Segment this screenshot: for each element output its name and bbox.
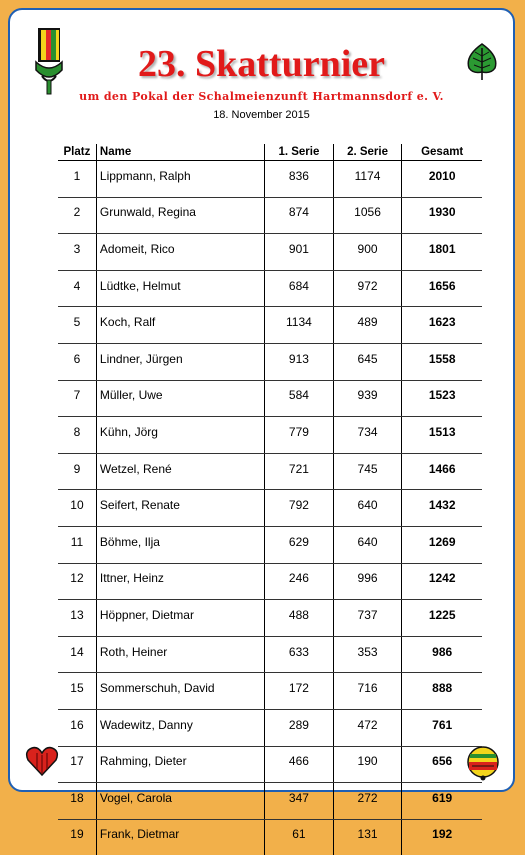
page-title: 23. Skatturnier — [10, 42, 513, 86]
cell-name: Rahming, Dieter — [96, 746, 264, 783]
cell-name: Ittner, Heinz — [96, 563, 264, 600]
column-header-serie-2: 2. Serie — [333, 144, 402, 161]
cell-gesamt: 619 — [402, 783, 482, 820]
cell-serie-2: 640 — [333, 490, 402, 527]
table-row — [58, 526, 482, 563]
event-date: 18. November 2015 — [10, 109, 513, 121]
column-header-gesamt: Gesamt — [402, 144, 482, 161]
column-header-serie-1: 1. Serie — [265, 144, 334, 161]
cell-serie-1: 629 — [265, 526, 334, 563]
cell-serie-2: 489 — [333, 307, 402, 344]
cell-serie-2: 996 — [333, 563, 402, 600]
cell-gesamt: 1242 — [402, 563, 482, 600]
cell-serie-1: 913 — [265, 343, 334, 380]
cell-platz: 5 — [58, 307, 96, 344]
cell-name: Kühn, Jörg — [96, 417, 264, 454]
cell-platz: 15 — [58, 673, 96, 710]
cell-platz: 12 — [58, 563, 96, 600]
cell-serie-1: 584 — [265, 380, 334, 417]
cell-gesamt: 1269 — [402, 526, 482, 563]
cell-gesamt: 1523 — [402, 380, 482, 417]
cell-name: Höppner, Dietmar — [96, 600, 264, 637]
cell-platz: 2 — [58, 197, 96, 234]
results-table — [58, 144, 482, 855]
cell-serie-1: 246 — [265, 563, 334, 600]
cell-name: Wadewitz, Danny — [96, 709, 264, 746]
cell-serie-2: 190 — [333, 746, 402, 783]
cell-serie-1: 347 — [265, 783, 334, 820]
cell-name: Vogel, Carola — [96, 783, 264, 820]
cell-name: Müller, Uwe — [96, 380, 264, 417]
cell-gesamt: 986 — [402, 636, 482, 673]
cell-name: Sommerschuh, David — [96, 673, 264, 710]
table-row — [58, 563, 482, 600]
cell-serie-1: 172 — [265, 673, 334, 710]
cell-name: Wetzel, René — [96, 453, 264, 490]
cell-serie-2: 645 — [333, 343, 402, 380]
cell-serie-2: 272 — [333, 783, 402, 820]
cell-serie-2: 472 — [333, 709, 402, 746]
table-row — [58, 600, 482, 637]
table-row — [58, 636, 482, 673]
cell-serie-1: 466 — [265, 746, 334, 783]
cell-gesamt: 761 — [402, 709, 482, 746]
cell-serie-1: 633 — [265, 636, 334, 673]
cell-serie-2: 737 — [333, 600, 402, 637]
table-row — [58, 819, 482, 855]
cell-platz: 8 — [58, 417, 96, 454]
cell-gesamt: 1466 — [402, 453, 482, 490]
cell-gesamt: 1558 — [402, 343, 482, 380]
table-row — [58, 673, 482, 710]
cell-name: Roth, Heiner — [96, 636, 264, 673]
cell-serie-2: 716 — [333, 673, 402, 710]
cell-gesamt: 2010 — [402, 161, 482, 198]
cell-platz: 19 — [58, 819, 96, 855]
cell-serie-1: 684 — [265, 270, 334, 307]
cell-platz: 1 — [58, 161, 96, 198]
cell-name: Koch, Ralf — [96, 307, 264, 344]
table-row — [58, 307, 482, 344]
cell-serie-2: 640 — [333, 526, 402, 563]
cell-platz: 9 — [58, 453, 96, 490]
cell-gesamt: 888 — [402, 673, 482, 710]
page-subtitle: um den Pokal der Schalmeienzunft Hartmannsdorf e. V. — [10, 90, 513, 103]
table-row — [58, 453, 482, 490]
table-row — [58, 270, 482, 307]
cell-serie-2: 745 — [333, 453, 402, 490]
cell-serie-2: 353 — [333, 636, 402, 673]
cell-platz: 16 — [58, 709, 96, 746]
table-row — [58, 380, 482, 417]
cell-gesamt: 1513 — [402, 417, 482, 454]
cell-serie-2: 1056 — [333, 197, 402, 234]
cell-name: Lüdtke, Helmut — [96, 270, 264, 307]
cell-gesamt: 1225 — [402, 600, 482, 637]
cell-serie-1: 488 — [265, 600, 334, 637]
cell-gesamt: 1801 — [402, 234, 482, 271]
cell-gesamt: 192 — [402, 819, 482, 855]
cell-gesamt: 1432 — [402, 490, 482, 527]
table-row — [58, 161, 482, 198]
cell-name: Grunwald, Regina — [96, 197, 264, 234]
cell-gesamt: 1930 — [402, 197, 482, 234]
cell-serie-1: 289 — [265, 709, 334, 746]
heart-suit-icon — [25, 745, 59, 777]
cell-platz: 17 — [58, 746, 96, 783]
cell-serie-2: 1174 — [333, 161, 402, 198]
cell-name: Frank, Dietmar — [96, 819, 264, 855]
cell-gesamt: 1656 — [402, 270, 482, 307]
results-body — [58, 161, 482, 855]
column-header-platz: Platz — [58, 144, 96, 161]
cell-platz: 14 — [58, 636, 96, 673]
cell-serie-2: 131 — [333, 819, 402, 855]
cell-serie-2: 900 — [333, 234, 402, 271]
cell-name: Lippmann, Ralph — [96, 161, 264, 198]
cell-platz: 11 — [58, 526, 96, 563]
cell-serie-1: 792 — [265, 490, 334, 527]
cell-gesamt: 656 — [402, 746, 482, 783]
cell-serie-2: 734 — [333, 417, 402, 454]
cell-serie-1: 836 — [265, 161, 334, 198]
table-row — [58, 783, 482, 820]
cell-serie-1: 1134 — [265, 307, 334, 344]
cell-serie-1: 874 — [265, 197, 334, 234]
cell-serie-1: 779 — [265, 417, 334, 454]
table-row — [58, 197, 482, 234]
cell-name: Böhme, Ilja — [96, 526, 264, 563]
cell-platz: 18 — [58, 783, 96, 820]
cell-platz: 3 — [58, 234, 96, 271]
cell-platz: 4 — [58, 270, 96, 307]
table-row — [58, 234, 482, 271]
table-row — [58, 746, 482, 783]
cell-serie-2: 972 — [333, 270, 402, 307]
table-row — [58, 490, 482, 527]
cell-serie-1: 721 — [265, 453, 334, 490]
cell-platz: 7 — [58, 380, 96, 417]
cell-name: Seifert, Renate — [96, 490, 264, 527]
cell-platz: 6 — [58, 343, 96, 380]
score-card — [8, 8, 515, 792]
cell-name: Lindner, Jürgen — [96, 343, 264, 380]
cell-platz: 13 — [58, 600, 96, 637]
table-row — [58, 709, 482, 746]
cell-gesamt: 1623 — [402, 307, 482, 344]
table-row — [58, 343, 482, 380]
cell-serie-1: 61 — [265, 819, 334, 855]
cell-serie-2: 939 — [333, 380, 402, 417]
table-row — [58, 417, 482, 454]
cell-serie-1: 901 — [265, 234, 334, 271]
table-header-row — [58, 144, 482, 161]
cell-platz: 10 — [58, 490, 96, 527]
cell-name: Adomeit, Rico — [96, 234, 264, 271]
column-header-name: Name — [96, 144, 264, 161]
